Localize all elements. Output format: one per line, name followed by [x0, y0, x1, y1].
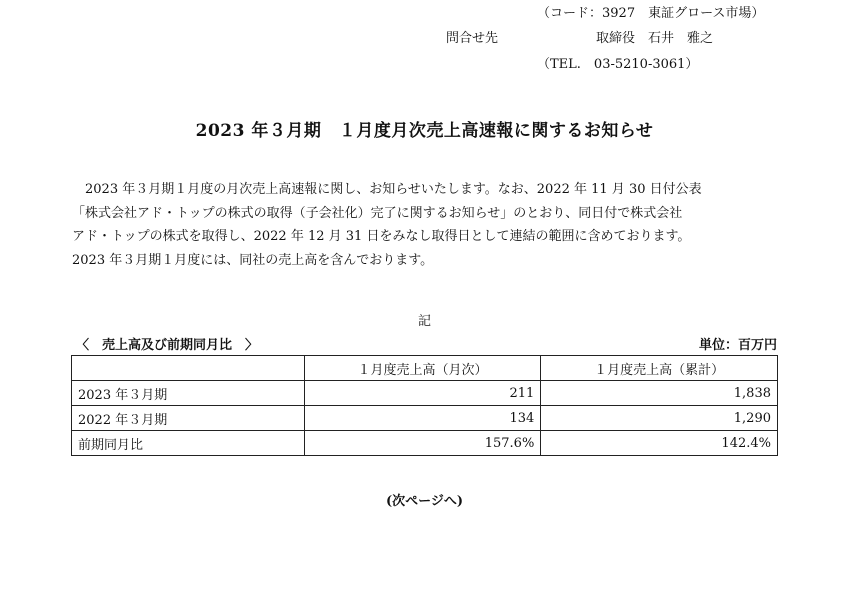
row-monthly: 134 [304, 406, 541, 431]
table-header-cumulative: １月度売上高（累計） [541, 356, 778, 381]
page-title: 2023 年３月期 １月度月次売上高速報に関するお知らせ [195, 121, 654, 141]
table-header-row [72, 356, 778, 381]
company-code: （コード：3927 東証グロース市場） [537, 6, 765, 21]
row-label: 2023 年３月期 [72, 381, 305, 406]
table-row [72, 431, 778, 456]
unit-label: 単位：百万円 [698, 338, 777, 353]
table-row [72, 406, 778, 431]
next-page-note: (次ページへ) [385, 494, 464, 509]
body-line-1: 2023 年３月期１月度の月次売上高速報に関し、お知らせいたします。なお、2022 年 11 月 30 日付公表 [85, 182, 702, 197]
row-cumulative: 142.4% [541, 431, 778, 456]
body-line-4: 2023 年３月期１月度には、同社の売上高を含んでおります。 [72, 252, 434, 268]
body-line-2: 「株式会社アド・トップの株式の取得（子会社化）完了に関するお知らせ」のとおり、同日付で株式会社 [72, 205, 683, 221]
contact-tel: （TEL. 03-5210-3061） [537, 57, 699, 72]
contact-person: 取締役 石井 雅之 [596, 31, 714, 46]
body-line-3: アド・トップの株式を取得し、2022 年 12 月 31 日をみなし取得日として連結の範囲に含めております。 [72, 229, 691, 244]
ki-heading: 記 [417, 314, 431, 329]
table-header-monthly: １月度売上高（月次） [304, 356, 541, 381]
row-label: 2022 年３月期 [72, 406, 305, 431]
announcement-body [72, 178, 784, 272]
section-label: 〈 売上高及び前期同月比 〉 [76, 338, 259, 353]
row-monthly: 157.6% [304, 431, 541, 456]
row-cumulative: 1,290 [541, 406, 778, 431]
table-header-blank [72, 356, 305, 381]
contact-label: 問合せ先 [446, 31, 499, 46]
row-monthly: 211 [304, 381, 541, 406]
row-label: 前期同月比 [72, 431, 305, 456]
sales-table [71, 355, 778, 456]
table-row [72, 381, 778, 406]
row-cumulative: 1,838 [541, 381, 778, 406]
